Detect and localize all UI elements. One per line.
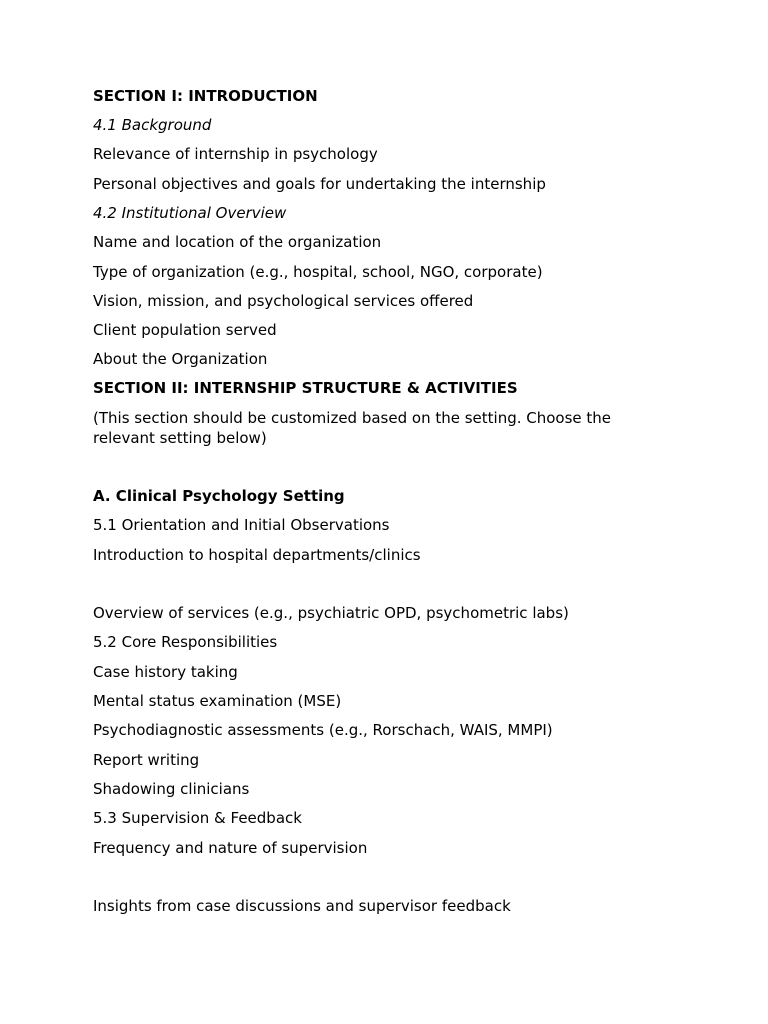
section-2-heading: SECTION II: INTERNSHIP STRUCTURE & ACTIVITIES [93,379,518,397]
institutional-overview-subheading: 4.2 Institutional Overview [93,204,287,222]
background-item: Personal objectives and goals for undertaking the internship [93,175,546,193]
supervision-item: Insights from case discussions and supervisor feedback [93,897,511,915]
institutional-item: About the Organization [93,350,268,368]
orientation-subheading: 5.1 Orientation and Initial Observations [93,516,390,534]
section-2-note: (This section should be customized based on the setting. Choose the relevant setting below) [93,409,612,447]
institutional-item: Vision, mission, and psychological services offered [93,292,474,310]
supervision-item: Frequency and nature of supervision [93,839,368,857]
core-item: Case history taking [93,663,238,681]
core-item: Mental status examination (MSE) [93,692,342,710]
clinical-setting-heading: A. Clinical Psychology Setting [93,487,345,505]
core-item: Report writing [93,751,200,769]
section-1-heading: SECTION I: INTRODUCTION [93,87,318,105]
orientation-item: Overview of services (e.g., psychiatric OPD, psychometric labs) [93,604,569,622]
core-responsibilities-subheading: 5.2 Core Responsibilities [93,633,278,651]
orientation-item: Introduction to hospital departments/clinics [93,546,421,564]
institutional-item: Name and location of the organization [93,233,382,251]
institutional-item: Client population served [93,321,277,339]
institutional-item: Type of organization (e.g., hospital, school, NGO, corporate) [93,263,543,281]
core-item: Shadowing clinicians [93,780,250,798]
background-item: Relevance of internship in psychology [93,145,378,163]
core-item: Psychodiagnostic assessments (e.g., Rorschach, WAIS, MMPI) [93,721,553,739]
supervision-subheading: 5.3 Supervision & Feedback [93,809,302,827]
background-subheading: 4.1 Background [93,116,212,134]
